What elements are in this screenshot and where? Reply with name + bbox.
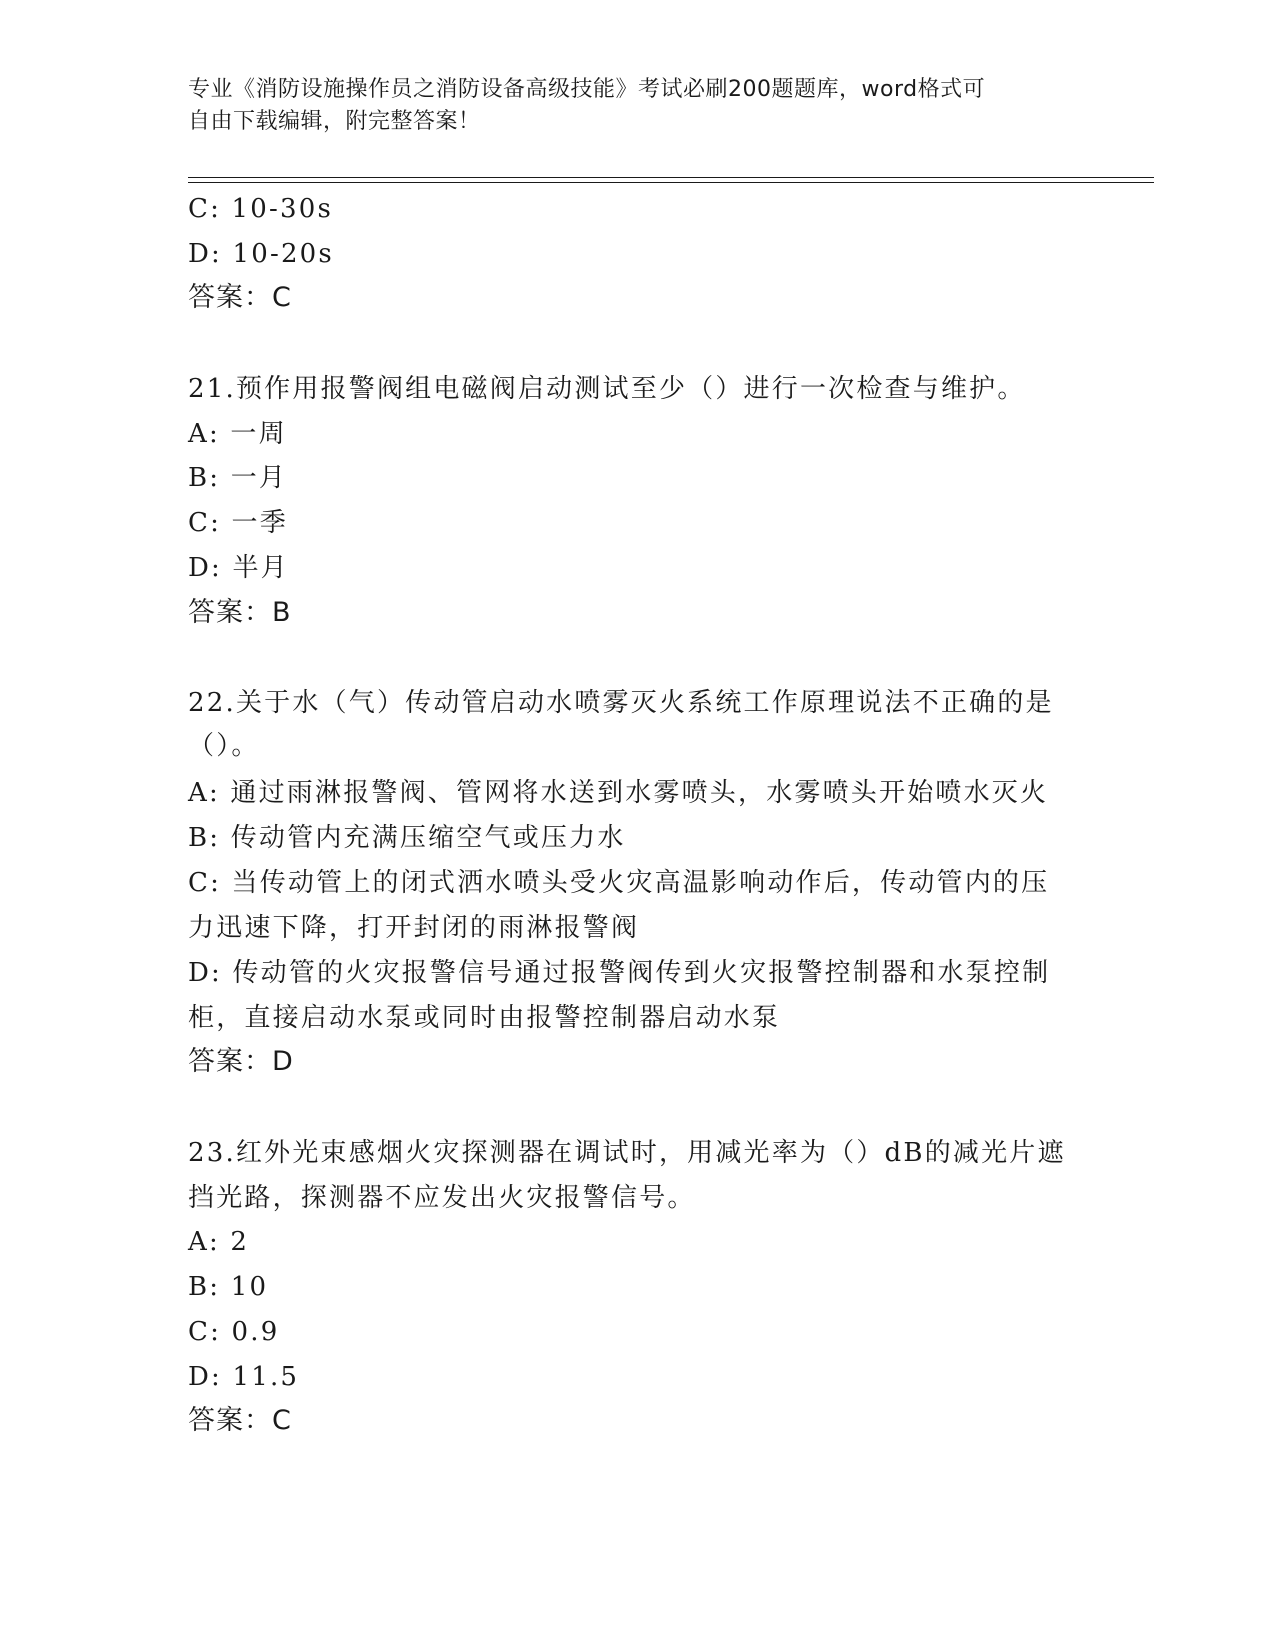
option-c-q21: C: 一季: [188, 508, 288, 538]
option-d-q23: D: 11.5: [188, 1362, 300, 1392]
header-divider-bottom: [188, 182, 1154, 183]
option-d-q22-line-2: 柜，直接启动水泵或同时由报警控制器启动水泵: [188, 1003, 781, 1033]
option-c-q22-line-1: C: 当传动管上的闭式洒水喷头受火灾高温影响动作后，传动管内的压: [188, 868, 1050, 898]
option-b-q22: B: 传动管内充满压缩空气或压力水: [188, 823, 626, 853]
question-23-text-line-1: 23.红外光束感烟火灾探测器在调试时，用减光率为（）dB的减光片遮: [188, 1138, 1066, 1168]
header-line-2: 自由下载编辑，附完整答案！: [188, 109, 481, 134]
option-a-q23: A: 2: [188, 1227, 250, 1257]
option-b-q21: B: 一月: [188, 463, 288, 493]
document-header: [188, 74, 1088, 138]
option-a-q22: A: 通过雨淋报警阀、管网将水送到水雾喷头，水雾喷头开始喷水灭火: [188, 778, 1049, 808]
option-b-q23: B: 10: [188, 1272, 269, 1302]
question-22-text-line-2: （）。: [188, 731, 260, 761]
option-d-q20: D: 10-20s: [188, 239, 334, 269]
question-23-text-line-2: 挡光路，探测器不应发出火灾报警信号。: [188, 1183, 696, 1213]
option-c-q23: C: 0.9: [188, 1317, 280, 1347]
answer-q23: 答案：C: [188, 1405, 292, 1436]
option-d-q21: D: 半月: [188, 553, 289, 583]
answer-q22: 答案：D: [188, 1046, 294, 1077]
header-line-1: 专业《消防设施操作员之消防设备高级技能》考试必刷200题题库，word格式可: [188, 77, 986, 102]
question-21-text: 21.预作用报警阀组电磁阀启动测试至少（）进行一次检查与维护。: [188, 374, 1026, 404]
option-c-q22-line-2: 力迅速下降，打开封闭的雨淋报警阀: [188, 913, 640, 943]
option-d-q22-line-1: D: 传动管的火灾报警信号通过报警阀传到火灾报警控制器和水泵控制: [188, 958, 1051, 988]
answer-q21: 答案：B: [188, 597, 292, 628]
header-divider-top: [188, 177, 1154, 178]
option-a-q21: A: 一周: [188, 419, 287, 449]
option-c-q20: C: 10-30s: [188, 194, 334, 224]
answer-q20: 答案：C: [188, 282, 292, 313]
question-22-text-line-1: 22.关于水（气）传动管启动水喷雾灭火系统工作原理说法不正确的是: [188, 688, 1054, 718]
